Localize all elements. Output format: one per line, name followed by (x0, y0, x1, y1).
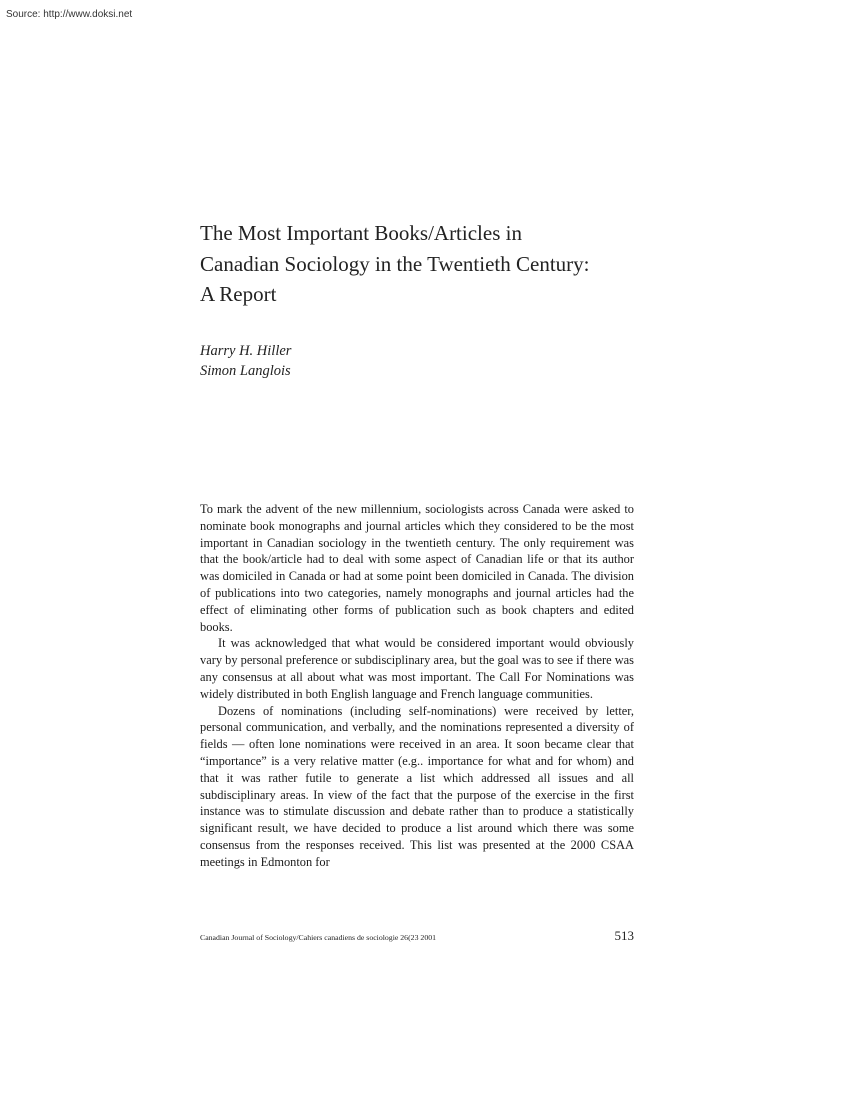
article-body (200, 501, 634, 871)
title-line: The Most Important Books/Articles in (200, 221, 522, 245)
author-name: Simon Langlois (200, 363, 291, 379)
page-number: 513 (614, 928, 634, 943)
title-line: Canadian Sociology in the Twentieth Century: (200, 251, 590, 276)
article-title (200, 218, 660, 310)
journal-citation: Canadian Journal of Sociology/Cahiers canadiens de sociologie 26(23 2001 (200, 933, 437, 942)
author-name: Harry H. Hiller (200, 343, 292, 359)
author-list (200, 341, 291, 381)
source-url: Source: http://www.doksi.net (6, 9, 133, 20)
body-paragraph: To mark the advent of the new millennium, sociologists across Canada were asked to nominate book monographs and journal articles which they considered to be the most important in Canadian sociology in the twentieth century. The only requirement was that the book/article had to deal with some aspect of Canadian life or that its author was domiciled in Canada or had at some point been domiciled in Canada. The division of publications into two categories, namely monographs and journal articles had the effect of eliminating other forms of publication such as book chapters and edited books. (200, 502, 634, 634)
body-paragraph: Dozens of nominations (including self-nominations) were received by letter, personal communication, and verbally, and the nominations represented a diversity of fields — often lone nominations were received in an area. It soon became clear that “importance” is a very relative matter (e.g.. importance for what and for whom) and that it was rather futile to generate a list which addressed all issues and all subdisciplinary areas. In view of the fact that the purpose of the exercise in the first instance was to stimulate discussion and debate rather than to produce a statistically significant result, we have decided to produce a list around which there was some consensus from the responses received. This list was presented at the 2000 CSAA meetings in Edmonton for (200, 703, 634, 869)
body-paragraph: It was acknowledged that what would be considered important would obviously vary by personal preference or subdisciplinary area, but the goal was to see if there was any consensus at all about what was most important. The Call For Nominations was widely distributed in both English language and French language communities. (200, 636, 634, 701)
page-footer (200, 926, 634, 946)
title-line: A Report (200, 282, 277, 306)
